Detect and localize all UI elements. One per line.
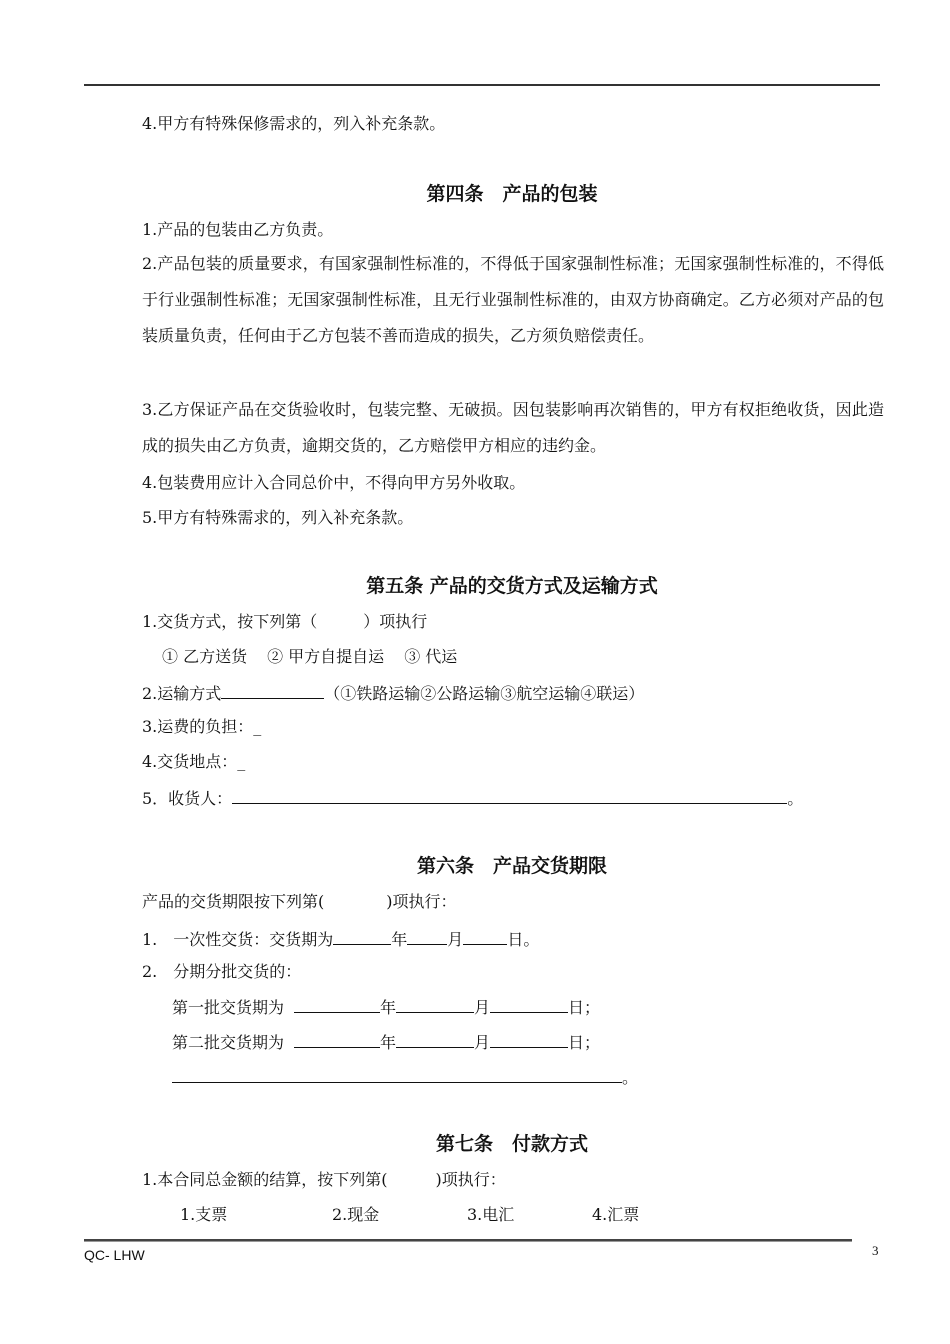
one-time-year-blank[interactable]: [333, 928, 391, 945]
batch-1-line: 第一批交货期为 年 月 日；: [172, 998, 601, 1017]
batch-1-day-blank[interactable]: [490, 996, 568, 1013]
article-5-title: 第五条 产品的交货方式及运输方式: [366, 575, 658, 597]
prev-article-tail: 4.甲方有特殊保修需求的，列入补充条款。: [142, 114, 446, 133]
batch-2-day-blank[interactable]: [490, 1031, 568, 1048]
article-4-item-1: 1.产品的包装由乙方负责。: [142, 220, 334, 239]
doc-code: QC- LHW: [84, 1247, 145, 1263]
article-7-item-1: 1.本合同总金额的结算，按下列第( )项执行：: [142, 1170, 506, 1189]
article-6-item-1: 1. 一次性交货：交货期为 年 月 日。: [142, 930, 540, 949]
one-time-day-blank[interactable]: [463, 928, 507, 945]
consignee-blank[interactable]: [232, 787, 787, 804]
payment-method-3: 3.电汇: [467, 1205, 515, 1224]
article-4-title: 第四条 产品的包装: [426, 183, 598, 205]
batch-2-month-blank[interactable]: [396, 1031, 474, 1048]
article-5-item-2: 2.运输方式 （①铁路运输②公路运输③航空运输④联运）: [142, 684, 645, 703]
article-6-title: 第六条 产品交货期限: [416, 855, 607, 877]
delivery-options: [162, 647, 457, 667]
batch-2-year-blank[interactable]: [294, 1031, 380, 1048]
transport-blank[interactable]: [221, 682, 324, 699]
one-time-month-blank[interactable]: [407, 928, 447, 945]
batch-1-month-blank[interactable]: [396, 996, 474, 1013]
article-7-title: 第七条 付款方式: [435, 1133, 588, 1155]
article-5-item-1: 1.交货方式，按下列第（ ）项执行: [142, 612, 428, 631]
article-6-intro: 产品的交货期限按下列第( )项执行：: [142, 892, 457, 911]
batch-2-line: 第二批交货期为 年 月 日；: [172, 1033, 601, 1052]
payment-method-1: 1.支票: [180, 1205, 228, 1224]
payment-method-4: 4.汇票: [592, 1205, 640, 1224]
delivery-option-2: ② 甲方自提自运: [267, 647, 385, 666]
batch-extra-line: 。: [172, 1066, 638, 1088]
delivery-option-3: ③ 代运: [404, 647, 458, 666]
batch-extra-blank[interactable]: [172, 1066, 622, 1083]
article-4-item-2: 2.产品包装的质量要求，有国家强制性标准的，不得低于国家强制性标准；无国家强制性标准的，不得低于行业强制性标准；无国家强制性标准，且无行业强制性标准的，由双方协商确定。乙方必须对产品的包装质量负责，任何由于乙方包装不善而造成的损失，乙方须负赔偿责任。: [142, 254, 884, 345]
delivery-option-1: ① 乙方送货: [162, 647, 248, 666]
article-4-item-4: 4.包装费用应计入合同总价中，不得向甲方另外收取。: [142, 473, 526, 492]
batch-1-year-blank[interactable]: [294, 996, 380, 1013]
article-5-item-4: 4.交货地点：_: [142, 752, 246, 771]
page-number: 3: [872, 1243, 879, 1258]
article-4-item-5: 5.甲方有特殊需求的，列入补充条款。: [142, 508, 414, 527]
article-5-item-5: 5．收货人： 。: [142, 789, 804, 808]
article-4-item-3: 3.乙方保证产品在交货验收时，包装完整、无破损。因包装影响再次销售的，甲方有权拒绝收货，因此造成的损失由乙方负责，逾期交货的，乙方赔偿甲方相应的违约金。: [142, 400, 884, 455]
header-rule: [84, 84, 880, 86]
article-5-item-3: 3.运费的负担：_: [142, 717, 262, 736]
article-6-item-2: 2. 分期分批交货的：: [142, 962, 302, 981]
footer-rule: [84, 1239, 852, 1242]
payment-method-2: 2.现金: [332, 1205, 380, 1224]
